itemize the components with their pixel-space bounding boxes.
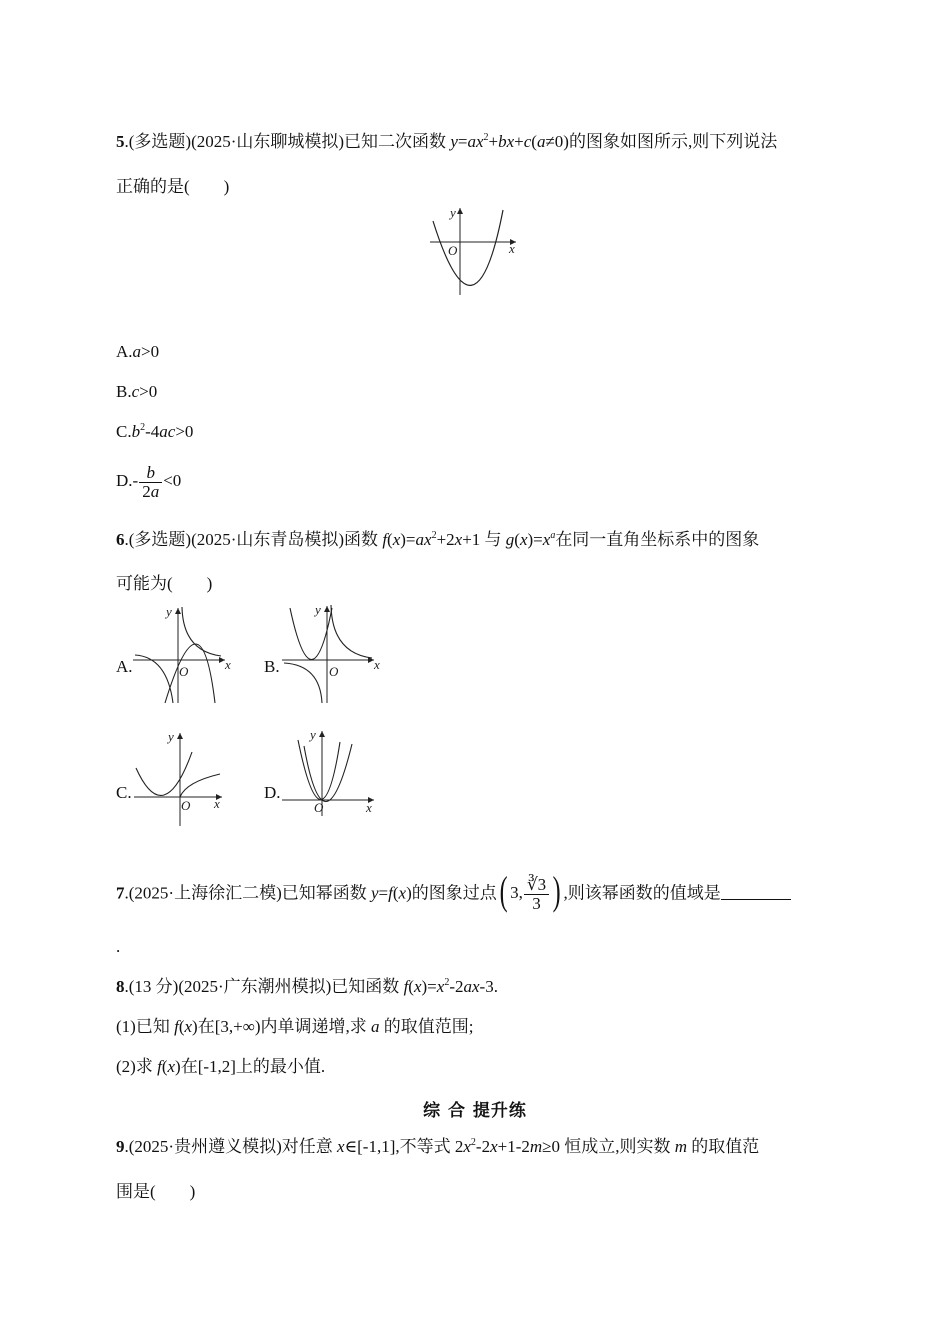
q6-option-b-graph[interactable] [282, 603, 387, 705]
q7-line1 [116, 868, 791, 914]
q5-option-a-label: A. [116, 342, 133, 361]
q9-line2 [116, 1181, 195, 1203]
q5-stem-suffix: 的图象如图所示,则下列说法 [568, 132, 778, 151]
q5-option-b-expr: c>0 [131, 382, 158, 401]
q5-parabola-graph [430, 205, 525, 297]
q8-sub1-mid: 在[3,+∞)内单调递增,求 [197, 1017, 371, 1036]
q5-option-d-fraction: $\frac{b}{2a}$ [139, 464, 162, 501]
section-title: 综 合 提升练 [423, 1101, 527, 1121]
q8-stem: .(13 分)(2025·广东潮州模拟)已知函数 [124, 977, 404, 996]
q8-number: 8 [116, 977, 125, 996]
q6-option-c-graph[interactable] [134, 730, 234, 828]
q6-option-d-label[interactable]: D. [264, 783, 281, 802]
q5-paren-close: ) [223, 177, 230, 196]
q5-option-a[interactable] [116, 341, 159, 363]
q6-formula-f: $f(x)=ax^2+2x+1$ [382, 530, 481, 549]
q9-stem-mid: ∈[-1,1],不等式 [344, 1137, 455, 1156]
q5-line2 [116, 176, 229, 198]
q5-option-c[interactable] [116, 421, 193, 443]
q6-c-x-label: x [214, 796, 220, 811]
q6-a-x-label: x [225, 657, 231, 672]
q9-line1 [116, 1136, 759, 1158]
q5-line2-text: 正确的是( [116, 177, 190, 196]
q6-stem-suffix: 在同一直角坐标系中的图象 [555, 530, 760, 549]
q6-b-x-label: x [374, 657, 380, 672]
q5-number: 5 [116, 132, 125, 151]
q8-sub1-a: a [370, 1017, 380, 1036]
q8-sub1 [116, 1016, 473, 1038]
q6-b-origin: O [329, 664, 339, 679]
q5-formula: $y=ax^2+bx+c(a\ne 0)$ [450, 132, 569, 151]
q9-line2-text: 围是( [116, 1182, 156, 1201]
q5-x-label: x [509, 241, 515, 256]
q8-sub2-suffix: 在[-1,2]上的最小值. [180, 1057, 326, 1076]
q6-line2 [116, 573, 212, 595]
q6-line2-text: 可能为( [116, 574, 173, 593]
q7-stem-mid: 的图象过点 [411, 883, 497, 903]
q5-origin-label: O [448, 243, 458, 258]
q8-sub1-suffix: 的取值范围; [379, 1017, 474, 1036]
q9-paren-close: ) [189, 1182, 196, 1201]
q7-line2: . [116, 937, 121, 956]
q6-paren-close: ) [206, 574, 213, 593]
q8-formula: $f(x)=x^2-2ax-3$. [403, 977, 498, 996]
q6-option-a-label[interactable]: A. [116, 657, 133, 676]
q9-var-m: m [674, 1137, 688, 1156]
q6-option-a-graph[interactable] [133, 605, 238, 705]
q5-y-label: y [450, 205, 456, 220]
q6-c-origin: O [181, 798, 191, 813]
q5-stem-prefix: .(多选题)(2025·山东聊城模拟)已知二次函数 [124, 132, 451, 151]
q6-number: 6 [116, 530, 125, 549]
q6-stem-prefix: .(多选题)(2025·山东青岛模拟)函数 [124, 530, 383, 549]
q6-formula-g: $g(x)=x^a$ [505, 530, 556, 549]
q5-option-b[interactable] [116, 381, 157, 403]
q8-sub2 [116, 1056, 325, 1078]
q8-sub2-fx: f(x) [157, 1057, 181, 1076]
q8-line1 [116, 976, 498, 998]
q5-option-c-label: C. [116, 422, 132, 441]
q9-number: 9 [116, 1137, 125, 1156]
q7-stem-prefix: .(2025·上海徐汇二模)已知幂函数 [124, 883, 371, 903]
q5-option-b-label: B. [116, 382, 132, 401]
q6-option-b-label[interactable]: B. [264, 657, 280, 676]
q9-var-x: x [336, 1137, 345, 1156]
q5-option-d-rel: <0 [163, 471, 182, 490]
q8-sub1-fx: f(x) [174, 1017, 198, 1036]
q7-stem-suffix: ,则该幂函数的值域是 [563, 883, 721, 903]
q6-stem-mid: 与 [480, 530, 506, 549]
q6-d-y-label: y [310, 727, 316, 742]
q8-sub1-prefix: (1)已知 [116, 1017, 175, 1036]
q9-stem-mid2: 恒成立,则实数 [560, 1137, 675, 1156]
q6-line1 [116, 529, 759, 551]
q7-point: ( 3, $\frac{∛3}{3}$ ) [499, 868, 561, 914]
q6-option-d-graph[interactable] [282, 728, 382, 818]
q7-formula: y=f(x) [370, 883, 412, 903]
q6-b-y-label: y [315, 602, 321, 617]
q6-a-y-label: y [166, 604, 172, 619]
q9-stem-suffix: 的取值范 [687, 1137, 760, 1156]
q7-number: 7 [116, 883, 125, 903]
q9-inequality: $2x^2-2x+1-2m\ge 0$ [454, 1137, 560, 1156]
q6-c-y-label: y [168, 729, 174, 744]
q5-line1 [116, 131, 777, 153]
q9-stem-prefix: .(2025·贵州遵义模拟)对任意 [124, 1137, 337, 1156]
q6-option-c-label[interactable]: C. [116, 783, 132, 802]
q5-option-d-label: D.- [116, 471, 139, 490]
q6-a-origin: O [179, 664, 189, 679]
q8-sub2-prefix: (2)求 [116, 1057, 158, 1076]
q6-d-x-label: x [366, 800, 372, 815]
q5-option-c-expr: $b^2-4ac>0$ [131, 422, 194, 441]
q7-answer-blank[interactable] [721, 883, 791, 900]
q5-option-d[interactable] [116, 461, 181, 501]
q6-d-origin: O [314, 800, 324, 815]
q5-option-a-expr: a>0 [132, 342, 160, 361]
